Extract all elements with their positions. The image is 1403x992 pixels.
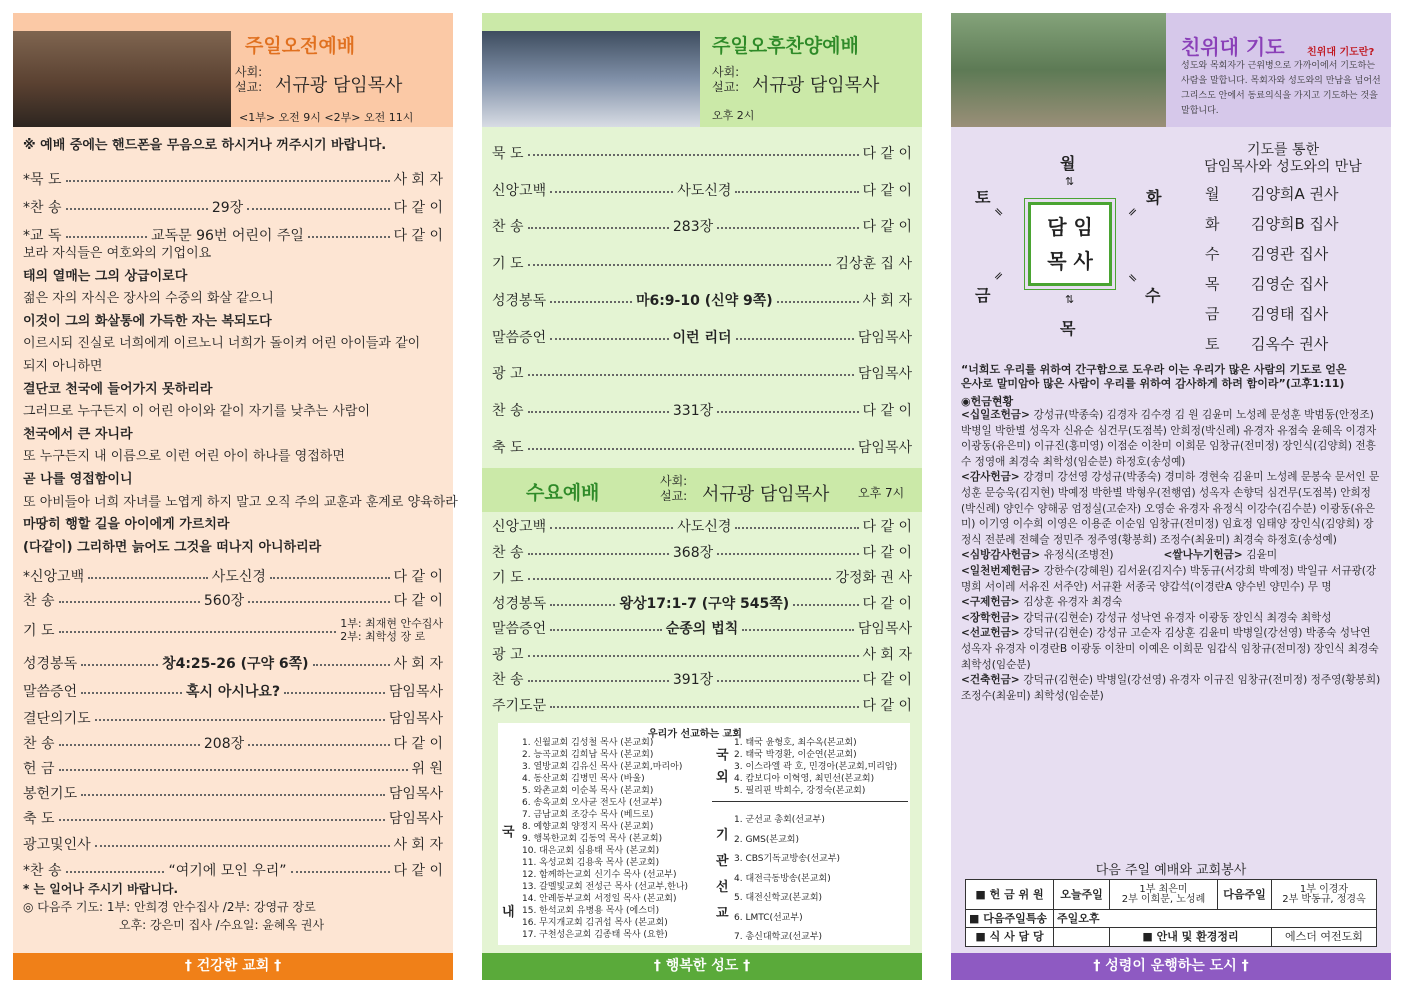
order-item-leader: 다 같 이 — [393, 569, 444, 585]
order-row — [23, 653, 443, 673]
reading-line: 천국에서 큰 자니라 — [23, 426, 133, 442]
domestic-church: 4. 동산교회 김병민 목사 (바울) — [522, 774, 645, 784]
order-item-label: *찬 송 — [23, 863, 62, 879]
reading-line: 이것이 그의 화살통에 가득한 자는 복되도다 — [23, 313, 272, 329]
order-row — [492, 327, 912, 347]
domestic-church: 14. 안례동부교회 서정일 목사 (본교회) — [522, 894, 677, 904]
order-item-leader: 사 회 자 — [862, 646, 912, 663]
order-item-label: 광 고 — [492, 366, 524, 383]
reading-line: 마땅히 행할 길을 아이에게 가르치라 — [23, 517, 230, 533]
order-row — [492, 143, 912, 163]
order-row — [492, 290, 912, 310]
order-item-label: 찬 송 — [23, 736, 55, 752]
prayer-header — [951, 13, 1391, 127]
domestic-list — [522, 737, 688, 941]
order-item-leader: 담임목사 — [388, 684, 444, 700]
arrow-tue: ═ — [1125, 204, 1141, 220]
order-item-label: 결단의기도 — [23, 711, 91, 727]
order-item-leader: 담임목사 — [388, 811, 443, 827]
domestic-church: 16. 무지개교회 김귀섭 목사 (본교회) — [522, 918, 668, 928]
tbl-next: 다음주일 — [1218, 880, 1272, 909]
order-row — [23, 708, 443, 728]
order-item-label: *묵 도 — [23, 172, 62, 188]
domestic-church: 6. 송옥교회 오사균 전도사 (선교부) — [522, 798, 663, 808]
order-row — [492, 253, 912, 273]
afternoon-service-panel — [482, 13, 922, 980]
offering-group: <십일조헌금> 강성규(박종숙) 김경자 김수경 김 원 김윤미 노성례 문성훈 박범동(안정조) 박병일 박한별 성옥자 신유순 심건무(도점복) 안희정(박신례) 유경자 유점숙 윤혜옥 이경자 이광동(유은미) 이규진(홍미영) 이점순 이찬미 이희문 임창규(전미정) 장인식(김양희) 전흥수 정영애 최경숙 최학성(임순분) 하정호(송성예) — [961, 409, 1377, 468]
org-mission: 4. 대전극동방송(본교회) — [734, 873, 831, 884]
domestic-church: 3. 열방교회 김유신 목사 (본교회,마리아) — [522, 762, 683, 772]
offering-group: <구제헌금> 김상훈 유경자 최경숙 — [961, 596, 1123, 609]
domestic-church: 9. 행복한교회 김동억 목사 (본교회) — [522, 834, 663, 844]
order-row — [23, 758, 443, 778]
offering-group: <심방감사헌금> 유정식(조병전) <쌀나누기헌금> 김윤미 — [961, 549, 1278, 562]
prayer-assignment: 목 김영순 집사 — [1205, 275, 1329, 293]
order-item-leader: 사 회 자 — [393, 172, 443, 188]
order-item-label: 축 도 — [23, 811, 55, 827]
arrow-fri: ═ — [991, 268, 1007, 284]
phone-notice: ※ 예배 중에는 핸드폰을 무음으로 하시거나 꺼주시기 바랍니다. — [23, 138, 387, 153]
foreign-mission: 3. 이스라엘 곽 호, 민경아(본교회,미리암) — [734, 762, 898, 772]
afternoon-pastor: 서규광 담임목사 — [752, 75, 880, 96]
offering-group: <일천번제헌금> 강한수(강혜원) 김서윤(김지수) 박동규(서강희 박예정) 박일규 서규광(강명희 서이레 서유진 서주안) 서규환 서종국 양갑석(이경란A 양수빈 양민수) 무 명 — [961, 564, 1377, 593]
order-item-label: *찬 송 — [23, 200, 62, 216]
reading-line: 보라 자식들은 여호와의 기업이요 — [23, 246, 212, 261]
foreign-mission: 2. 태국 박경환, 이순연(본교회) — [734, 750, 857, 760]
right-footer: † 성령이 운행하는 도시 † — [951, 953, 1391, 980]
prayer-question: 친위대 기도란? — [1307, 47, 1375, 58]
wednesday-time: 오후 7시 — [858, 486, 905, 500]
tbl-special-val: 주일오후 — [1057, 911, 1100, 925]
arrow-thu: ⇅ — [1065, 293, 1075, 306]
order-row — [23, 783, 443, 803]
arrow-sat: ═ — [991, 204, 1007, 220]
order-row — [23, 590, 443, 610]
order-item-content: 교독문 96번 어린이 주일 — [151, 228, 304, 244]
prayer-assignment: 월 김양희A 권사 — [1205, 185, 1339, 203]
order-row — [23, 733, 443, 753]
left-footer: † 건강한 교회 † — [13, 953, 453, 980]
reading-line: 되지 아니하면 — [23, 359, 103, 374]
foreign-label: 국외 — [716, 748, 729, 785]
order-row — [492, 180, 912, 200]
order-item-label: 말씀증언 — [23, 684, 78, 700]
order-item-label: *신앙고백 — [23, 569, 85, 585]
order-item-leader: 다 같 이 — [393, 200, 444, 216]
foreign-list — [734, 737, 897, 797]
order-item-label: 기 도 — [492, 256, 524, 273]
order-row — [23, 808, 443, 828]
order-item-content: 283장 — [672, 219, 714, 236]
prayer-title: 친위대 기도 — [1181, 35, 1285, 59]
order-row — [23, 197, 443, 217]
order-item-content: “여기에 모인 우리” — [168, 863, 287, 879]
order-item-leader: 1부: 최재현 안수집사 2부: 최학성 장 로 — [340, 617, 443, 643]
day-thu: 목 — [1060, 319, 1076, 338]
domestic-church: 11. 옥성교회 김용욱 목사 (본교회) — [522, 858, 660, 868]
order-item-leader: 위 원 — [411, 761, 443, 777]
wednesday-header — [482, 468, 922, 512]
order-item-leader: 담임목사 — [857, 621, 912, 637]
tbl-today-names: 1부 최은미 2부 이희문, 노성례 — [1110, 880, 1218, 909]
mission-box — [498, 723, 910, 945]
next-prayer-1: ◎ 다음주 기도: 1부: 안희경 안수집사 /2부: 강영규 장로 — [23, 900, 316, 914]
order-item-label: 찬 송 — [492, 672, 524, 688]
prayer-assignment: 금 김영태 집사 — [1205, 305, 1329, 323]
order-item-label: 기 도 — [492, 570, 524, 586]
order-item-label: 성경봉독 — [23, 656, 78, 672]
order-item-label: 말씀증언 — [492, 329, 547, 346]
order-item-content: 이런 리더 — [672, 329, 732, 346]
order-item-content: 창4:25-26 (구약 6쪽) — [162, 656, 309, 672]
day-tue: 화 — [1146, 188, 1162, 207]
domestic-church: 13. 갈멜빛교회 전성근 목사 (선교부,한나) — [522, 882, 689, 892]
reading-line: 결단코 천국에 들어가지 못하리라 — [23, 381, 213, 397]
mission-title: 우리가 선교하는 교회 — [648, 729, 742, 740]
org-list — [734, 811, 840, 948]
order-item-leader: 다 같 이 — [862, 672, 913, 688]
afternoon-title: 주일오후찬양예배 — [712, 35, 859, 57]
reading-line: 이르시되 진실로 너희에게 이르노니 너희가 돌이켜 어린 아이들과 같이 — [23, 336, 421, 352]
middle-footer: † 행복한 성도 † — [482, 953, 922, 980]
tbl-offering-label: ■ 헌 금 위 원 — [966, 880, 1054, 909]
tbl-special: ■ 다음주일특송 — [966, 910, 1054, 927]
foreign-mission: 5. 필리핀 박희수, 강정숙(본교회) — [734, 786, 866, 796]
arrow-wed: ═ — [1125, 270, 1141, 286]
choir-photo-2 — [482, 31, 700, 127]
reading-line: 또 누구든지 내 이름으로 이런 어린 아이 하나를 영접하면 — [23, 449, 345, 465]
stand-note: * 는 일어나 주시기 바랍니다. — [23, 882, 179, 896]
reading-line: 곧 나를 영접함이니 — [23, 472, 133, 487]
org-label: 기관선교 — [716, 828, 729, 921]
prayer-assignment: 토 김옥수 권사 — [1205, 335, 1329, 353]
order-item-leader: 담임목사 — [857, 329, 913, 346]
tbl-meal: ■ 식 사 담 당 — [966, 928, 1054, 946]
order-item-label: 봉헌기도 — [23, 786, 78, 802]
morning-service-panel — [13, 13, 458, 980]
order-item-content: 208장 — [203, 736, 245, 752]
org-mission: 6. LMTC(선교부) — [734, 912, 803, 923]
order-row — [23, 860, 443, 880]
tbl-guide-val: 에스더 여전도회 — [1285, 930, 1363, 943]
order-item-label: 성경봉독 — [492, 595, 547, 612]
order-item-leader: 사 회 자 — [862, 292, 913, 309]
org-mission: 3. CBS기독교방송(선교부) — [734, 854, 841, 864]
offering-list — [961, 408, 1381, 704]
domestic-church: 17. 구천성은교회 김종태 목사 (요한) — [522, 930, 668, 940]
order-item-content: 331장 — [672, 402, 714, 419]
list-title: 기도를 통한 담임목사와 성도와의 만남 — [1204, 142, 1362, 175]
afternoon-roles: 사회: 설교: — [712, 65, 740, 94]
foreign-mission: 4. 캄보디아 이혁영, 최민선(본교회) — [734, 774, 875, 784]
reading-line: 태의 열매는 그의 상급이로다 — [23, 268, 188, 284]
arrow-mon: ⇅ — [1065, 175, 1075, 188]
order-row — [492, 695, 912, 715]
org-mission: 2. GMS(본교회) — [734, 834, 800, 845]
choir-photo — [13, 31, 231, 127]
reading-line: 그러므로 누구든지 이 어린 아이와 같이 자기를 낮추는 사람이 — [23, 404, 371, 420]
order-item-content: 사도신경 — [677, 519, 732, 535]
order-item-label: 축 도 — [492, 439, 524, 456]
order-row — [23, 566, 443, 586]
order-item-leader: 다 같 이 — [393, 863, 443, 879]
order-item-leader: 사 회 자 — [393, 837, 443, 853]
order-item-leader: 김상훈 집 사 — [835, 256, 912, 273]
domestic-church: 15. 한석교회 유병용 목사 (에스더) — [522, 906, 660, 916]
order-row — [23, 681, 443, 701]
order-item-content: 29장 — [211, 200, 244, 216]
order-item-content: 혹시 아시나요? — [185, 684, 281, 700]
order-row — [492, 644, 912, 664]
order-item-label: 찬 송 — [23, 593, 55, 609]
order-row — [492, 363, 912, 383]
domestic-church: 1. 신월교회 김성철 목사 (본교회) — [522, 738, 654, 748]
order-row — [492, 216, 912, 236]
tbl-meal-val — [1054, 928, 1110, 946]
order-item-label: 찬 송 — [492, 219, 524, 236]
order-item-leader: 담임목사 — [857, 439, 912, 456]
order-row — [492, 567, 912, 587]
domestic-church: 7. 금남교회 조강수 목사 (베드로) — [522, 810, 654, 820]
service-table — [965, 879, 1377, 947]
order-item-label: 신앙고백 — [492, 182, 547, 199]
order-item-label: 광고및인사 — [23, 837, 91, 853]
domestic-church: 12. 함께하는교회 신기수 목사 (선교부) — [522, 870, 677, 880]
order-item-label: 기 도 — [23, 623, 55, 639]
order-item-leader: 다 같 이 — [862, 182, 913, 199]
next-prayer-2: 오후: 강은미 집사 /수요일: 윤혜옥 권사 — [119, 918, 325, 932]
morning-pastor: 서규광 담임목사 — [275, 75, 403, 96]
order-row — [23, 834, 443, 854]
afternoon-time: 오후 2시 — [712, 109, 755, 122]
domestic-label: 국내 — [502, 825, 515, 920]
order-row — [492, 618, 912, 638]
order-row — [492, 516, 912, 536]
wednesday-roles: 사회: 설교: — [660, 474, 688, 503]
order-item-leader: 다 같 이 — [862, 544, 913, 561]
order-item-label: 성경봉독 — [492, 292, 547, 309]
morning-title: 주일오전예배 — [245, 35, 356, 57]
domestic-church: 5. 와촌교회 이순복 목사 (본교회) — [522, 786, 654, 796]
order-row — [492, 400, 912, 420]
order-item-leader: 다 같 이 — [862, 402, 913, 419]
order-item-content: 사도신경 — [677, 182, 732, 199]
order-item-content: 사도신경 — [211, 569, 266, 585]
order-item-content: 560장 — [203, 593, 245, 609]
domestic-church: 10. 대은교회 심용태 목사 (본교회) — [522, 846, 660, 856]
order-item-label: 신앙고백 — [492, 519, 547, 535]
order-item-label: 찬 송 — [492, 402, 524, 419]
order-item-leader: 다 같 이 — [393, 736, 444, 752]
order-item-content: 368장 — [672, 544, 714, 561]
morning-time: <1부> 오전 9시 <2부> 오전 11시 — [239, 111, 414, 124]
order-item-label: 주기도문 — [492, 697, 547, 714]
order-item-leader: 강정화 권 사 — [835, 570, 912, 586]
order-item-label: 말씀증언 — [492, 621, 547, 637]
reading-line: (다같이) 그리하면 늙어도 그것을 떠나지 아니하리라 — [23, 539, 322, 555]
order-item-content: 순종의 법칙 — [665, 621, 739, 637]
next-title: 다음 주일 예배와 교회봉사 — [1095, 863, 1247, 878]
order-item-label: 광 고 — [492, 646, 524, 663]
tbl-guide: ■ 안내 및 환경정리 — [1110, 928, 1272, 946]
order-item-label: 찬 송 — [492, 544, 524, 561]
domestic-church: 2. 능곡교회 김희남 목사 (본교회) — [522, 750, 654, 760]
afternoon-header — [482, 13, 922, 127]
offering-title: ◉헌금현황 — [961, 395, 1014, 408]
morning-header — [13, 13, 453, 127]
wednesday-pastor: 서규광 담임목사 — [702, 484, 830, 505]
order-item-content: 왕상17:1-7 (구약 545쪽) — [619, 595, 790, 612]
offering-group: <선교헌금> 강덕규(김현순) 강성규 고순자 김상훈 김윤미 박병일(강선영) 박종숙 성낙연 성옥자 유경자 이경란B 이광동 이찬미 이예은 이희문 임갑식 임창규(전미정) 장인식 최경숙 최학성(임순분) — [961, 627, 1379, 671]
org-mission: 7. 총신대학교(선교부) — [734, 932, 823, 942]
offering-group: <건축헌금> 강덕규(김현순) 박병일(강선영) 유경자 이규진 임창규(전미정) 정주영(황봉희) 조정수(최윤미) 최학성(임순분) — [961, 674, 1381, 702]
order-row — [492, 669, 912, 689]
prayer-assignment: 화 김양희B 집사 — [1205, 215, 1339, 233]
tbl-today: 오늘주일 — [1054, 880, 1110, 909]
order-item-leader: 다 같 이 — [862, 146, 912, 162]
foreign-mission: 1. 태국 윤형호, 최수옥(본교회) — [734, 738, 857, 748]
order-item-content: 마6:9-10 (신약 9쪽) — [635, 292, 773, 309]
order-item-leader: 다 같 이 — [862, 697, 912, 714]
order-item-leader: 다 같 이 — [862, 219, 913, 236]
order-row — [23, 169, 443, 189]
day-fri: 금 — [975, 286, 991, 305]
day-wed: 수 — [1145, 286, 1161, 305]
day-sat: 토 — [975, 188, 991, 207]
order-item-label: 묵 도 — [492, 146, 524, 162]
order-item-leader: 다 같 이 — [393, 593, 444, 609]
offering-group: <장학헌금> 강덕규(김현순) 강성규 성낙연 유경자 이광동 장인식 최경숙 최학성 — [961, 611, 1332, 624]
order-item-leader: 담임목사 — [857, 366, 912, 383]
prayer-desc: 성도와 목회자가 근위병으로 가까이에서 기도하는 사람을 말합니다. 목회자와 성도와의 만남을 넘어선 그리스도 안에서 동료의식을 가지고 기도하는 것을 말합니다. — [1181, 61, 1381, 116]
org-mission: 1. 군선교 총회(선교부) — [734, 815, 825, 825]
order-item-leader: 다 같 이 — [393, 228, 443, 244]
order-item-leader: 다 같 이 — [862, 595, 913, 612]
prayer-panel — [951, 13, 1391, 980]
domestic-church: 8. 예향교회 양정지 목사 (본교회) — [522, 822, 654, 832]
verse: “너희도 우리를 위하여 간구함으로 도우라 이는 우리가 많은 사람의 기도로 얻은 은사로 말미암아 많은 사람이 우리를 위하여 감사하게 하려 함이라”(고후1:11) — [961, 363, 1347, 390]
order-item-leader: 담임목사 — [388, 711, 443, 727]
order-row — [492, 542, 912, 562]
order-item-leader: 다 같 이 — [862, 519, 913, 535]
order-row — [23, 617, 443, 643]
order-item-leader: 담임목사 — [388, 786, 443, 802]
order-item-label: *교 독 — [23, 228, 62, 244]
center-pastor: 담 임 목 사 — [1028, 202, 1112, 286]
day-mon: 월 — [1060, 154, 1076, 173]
offering-group: <감사헌금> 강경미 강선영 강성규(박종숙) 경미하 경현숙 김윤미 노성례 문봉숙 문서인 문성훈 문승욱(김지현) 박예정 박한별 박형우(전행엽) 성옥자 손향덕 심건무(도점복) 안희정(박신례) 양인수 양해공 엄정실(고순자) 오영순 유경자 유정식 이강수(김수분) 이광동(유은미) 이기영 이수희 이영은 이용준 이순임 임창규(전미정) 임효정 임태양 장인식(김양희) 장정식 전분례 전혜슬 정민주 정주영(황봉희) 조정수(최윤미) 최경숙 하정호(송성예) — [961, 471, 1380, 546]
tbl-next-names: 1부 이경자 2부 박동규, 정경옥 — [1282, 883, 1366, 905]
wednesday-title: 수요예배 — [526, 482, 600, 504]
reading-line: 또 아비들아 너희 자녀를 노엽게 하지 말고 오직 주의 교훈과 훈계로 양육하라 — [23, 494, 458, 510]
reading-line: 젊은 자의 자식은 장사의 수중의 화살 같으니 — [23, 291, 274, 307]
order-row — [492, 593, 912, 613]
prayer-assignment: 수 김영관 집사 — [1205, 245, 1329, 263]
order-item-leader: 사 회 자 — [393, 656, 443, 672]
order-item-content: 391장 — [672, 672, 714, 688]
prayer-photo — [951, 13, 1166, 127]
order-item-label: 헌 금 — [23, 761, 55, 777]
order-row — [492, 437, 912, 457]
morning-roles: 사회: 설교: — [235, 65, 263, 94]
org-mission: 5. 대전신학교(본교회) — [734, 893, 823, 903]
